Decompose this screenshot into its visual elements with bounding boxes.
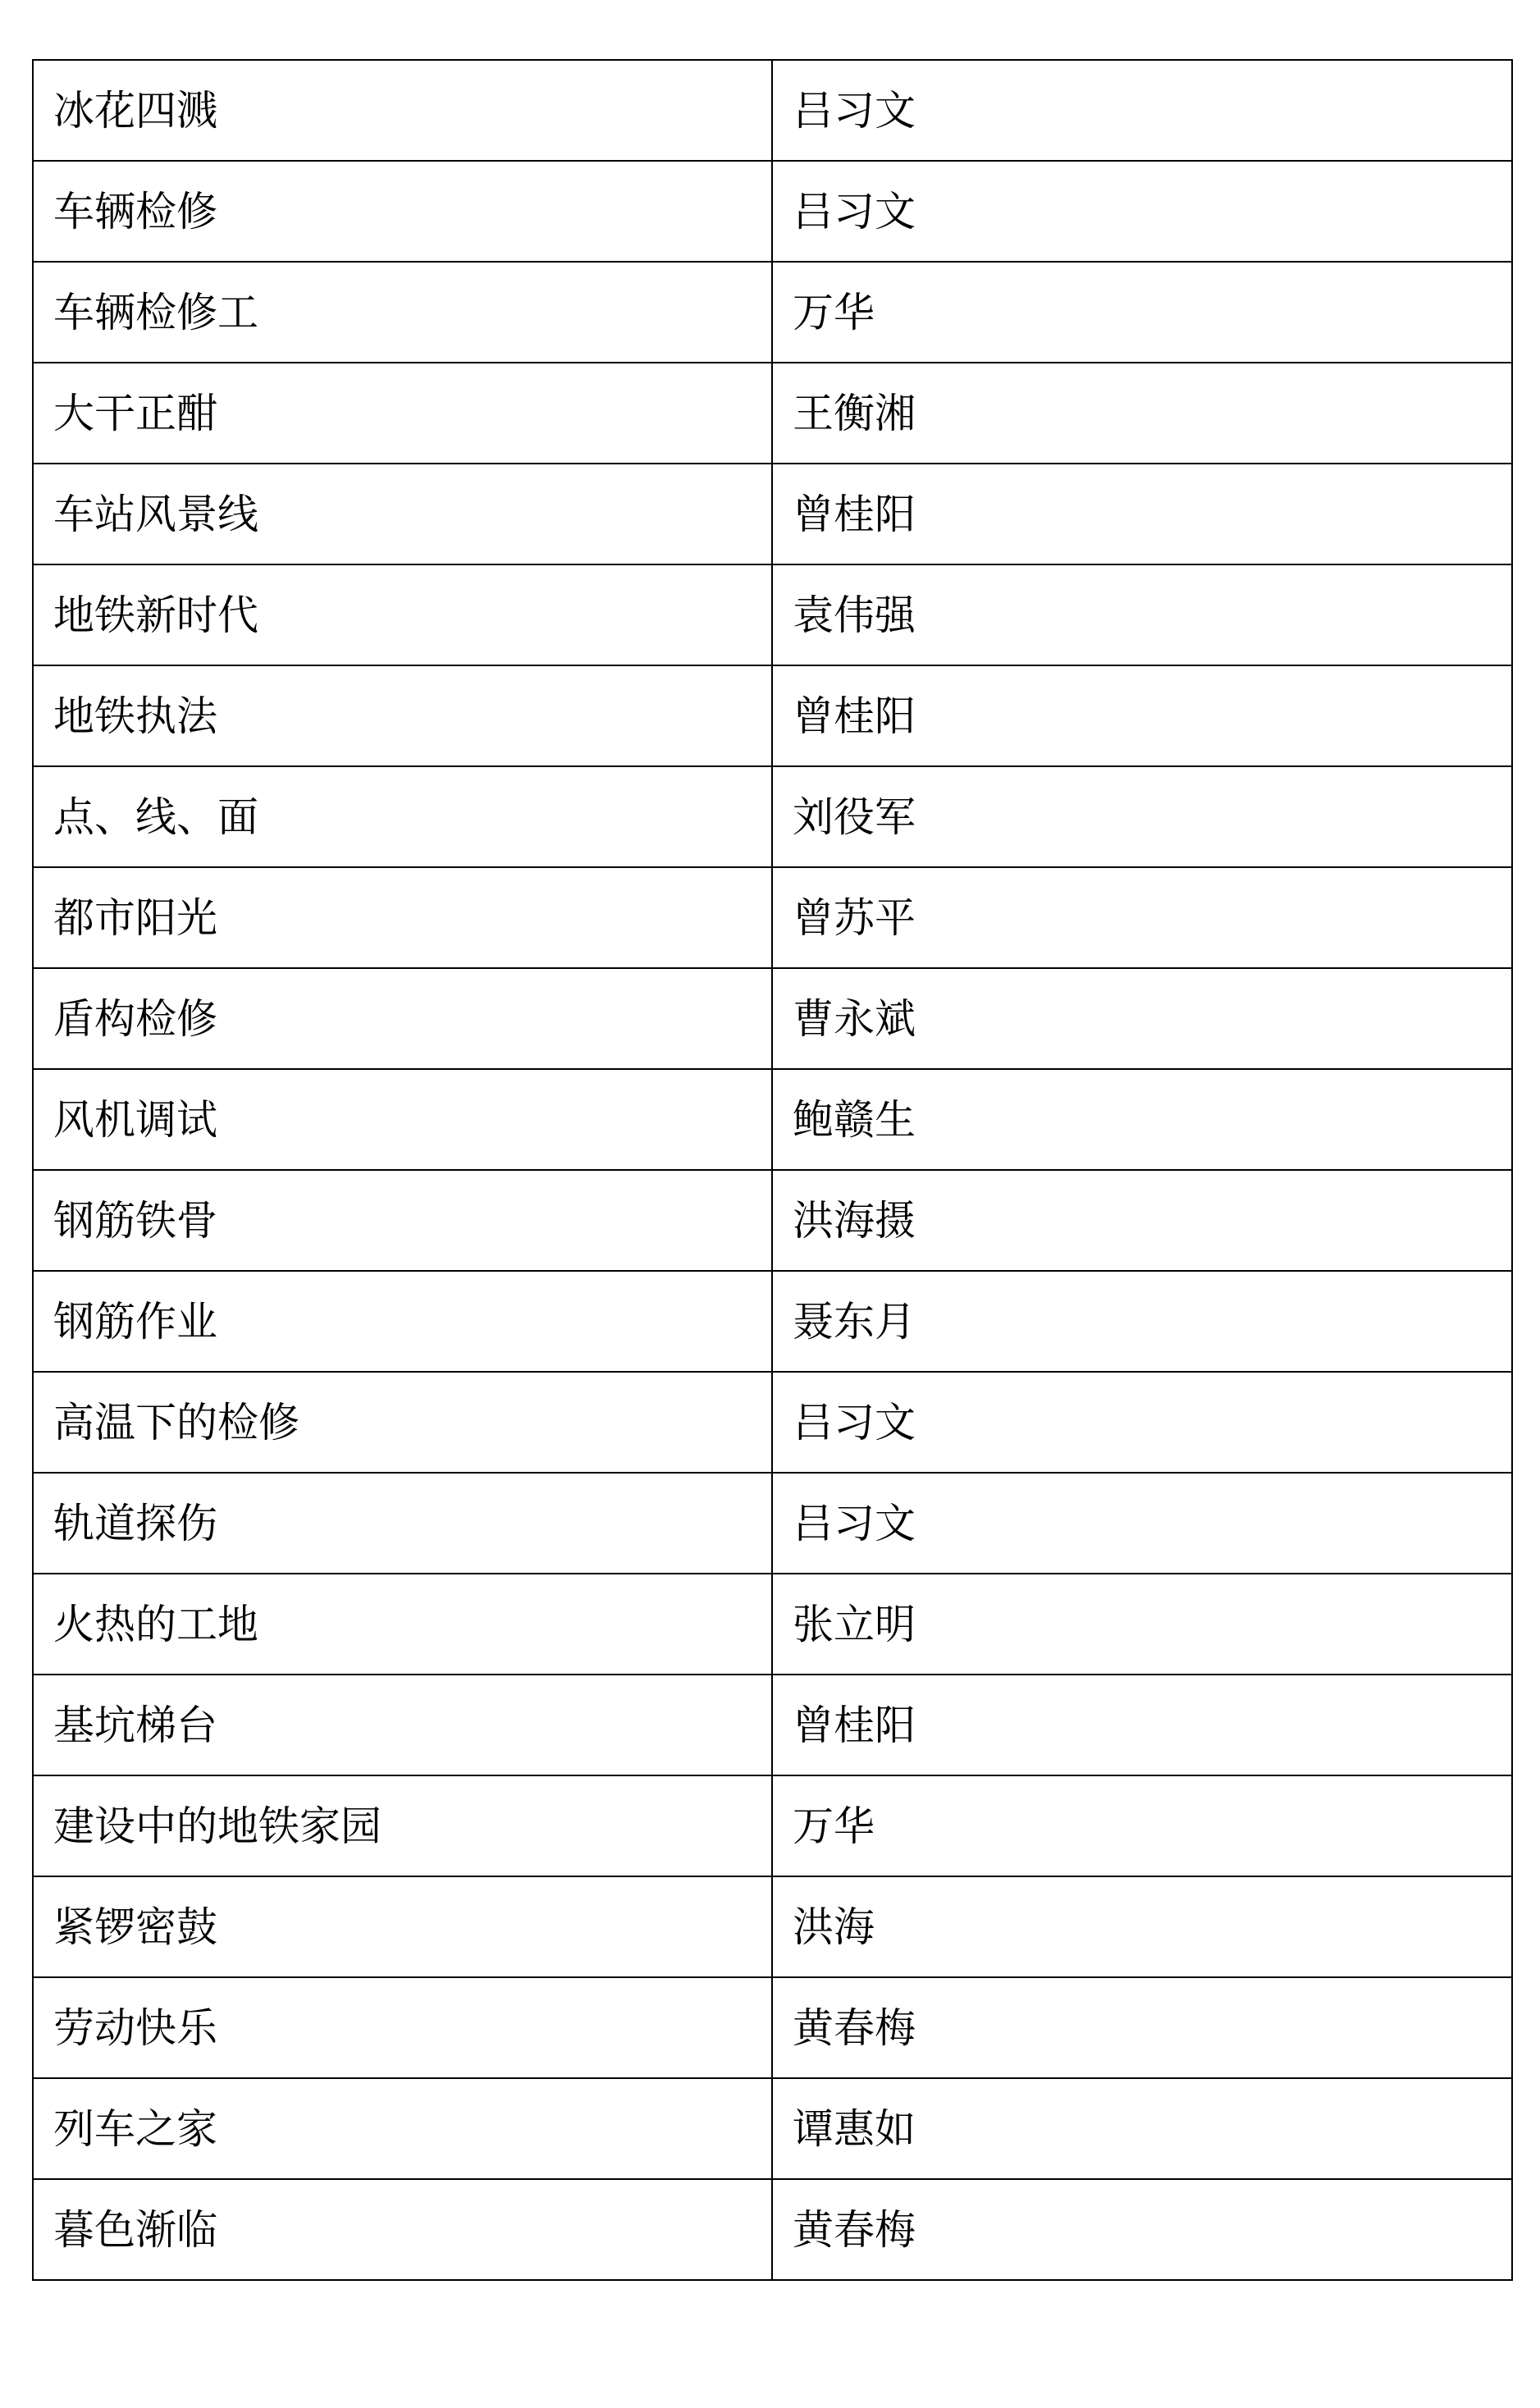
table-row: [33, 766, 1512, 867]
table-row: [33, 2179, 1512, 2280]
title-cell: 钢筋作业: [33, 1271, 772, 1372]
table-row: [33, 2078, 1512, 2179]
title-cell: 高温下的检修: [33, 1372, 772, 1473]
table-body: [33, 60, 1512, 2280]
table-row: [33, 1876, 1512, 1977]
table-row: [33, 363, 1512, 464]
title-cell: 建设中的地铁家园: [33, 1775, 772, 1876]
table-row: [33, 1574, 1512, 1675]
title-cell: 大干正酣: [33, 363, 772, 464]
title-cell: 地铁执法: [33, 665, 772, 766]
table-row: [33, 1675, 1512, 1775]
table-row: [33, 968, 1512, 1069]
title-cell: 盾构检修: [33, 968, 772, 1069]
title-cell: 暮色渐临: [33, 2179, 772, 2280]
table-row: [33, 1069, 1512, 1170]
table-row: [33, 867, 1512, 968]
table-row: [33, 464, 1512, 564]
author-cell: 曾桂阳: [772, 1675, 1512, 1775]
author-cell: 曾苏平: [772, 867, 1512, 968]
photo-credits-table: [32, 59, 1513, 2281]
table-row: [33, 60, 1512, 161]
table-row: [33, 1271, 1512, 1372]
author-cell: 洪海摄: [772, 1170, 1512, 1271]
author-cell: 黄春梅: [772, 1977, 1512, 2078]
table-row: [33, 564, 1512, 665]
title-cell: 钢筋铁骨: [33, 1170, 772, 1271]
title-cell: 都市阳光: [33, 867, 772, 968]
title-cell: 轨道探伤: [33, 1473, 772, 1574]
author-cell: 袁伟强: [772, 564, 1512, 665]
author-cell: 万华: [772, 1775, 1512, 1876]
author-cell: 曾桂阳: [772, 464, 1512, 564]
title-cell: 车辆检修: [33, 161, 772, 262]
title-cell: 劳动快乐: [33, 1977, 772, 2078]
author-cell: 黄春梅: [772, 2179, 1512, 2280]
title-cell: 火热的工地: [33, 1574, 772, 1675]
table-row: [33, 1170, 1512, 1271]
author-cell: 鲍赣生: [772, 1069, 1512, 1170]
author-cell: 吕习文: [772, 1372, 1512, 1473]
author-cell: 吕习文: [772, 60, 1512, 161]
author-cell: 吕习文: [772, 1473, 1512, 1574]
table-row: [33, 1473, 1512, 1574]
title-cell: 紧锣密鼓: [33, 1876, 772, 1977]
author-cell: 王衡湘: [772, 363, 1512, 464]
title-cell: 车站风景线: [33, 464, 772, 564]
table-row: [33, 262, 1512, 363]
title-cell: 点、线、面: [33, 766, 772, 867]
table-row: [33, 1372, 1512, 1473]
title-cell: 冰花四溅: [33, 60, 772, 161]
title-cell: 基坑梯台: [33, 1675, 772, 1775]
author-cell: 谭惠如: [772, 2078, 1512, 2179]
author-cell: 张立明: [772, 1574, 1512, 1675]
table-row: [33, 1977, 1512, 2078]
title-cell: 地铁新时代: [33, 564, 772, 665]
author-cell: 刘役军: [772, 766, 1512, 867]
author-cell: 曹永斌: [772, 968, 1512, 1069]
title-cell: 车辆检修工: [33, 262, 772, 363]
author-cell: 吕习文: [772, 161, 1512, 262]
table-row: [33, 665, 1512, 766]
table-row: [33, 1775, 1512, 1876]
title-cell: 列车之家: [33, 2078, 772, 2179]
author-cell: 聂东月: [772, 1271, 1512, 1372]
author-cell: 洪海: [772, 1876, 1512, 1977]
author-cell: 曾桂阳: [772, 665, 1512, 766]
title-cell: 风机调试: [33, 1069, 772, 1170]
author-cell: 万华: [772, 262, 1512, 363]
table-row: [33, 161, 1512, 262]
